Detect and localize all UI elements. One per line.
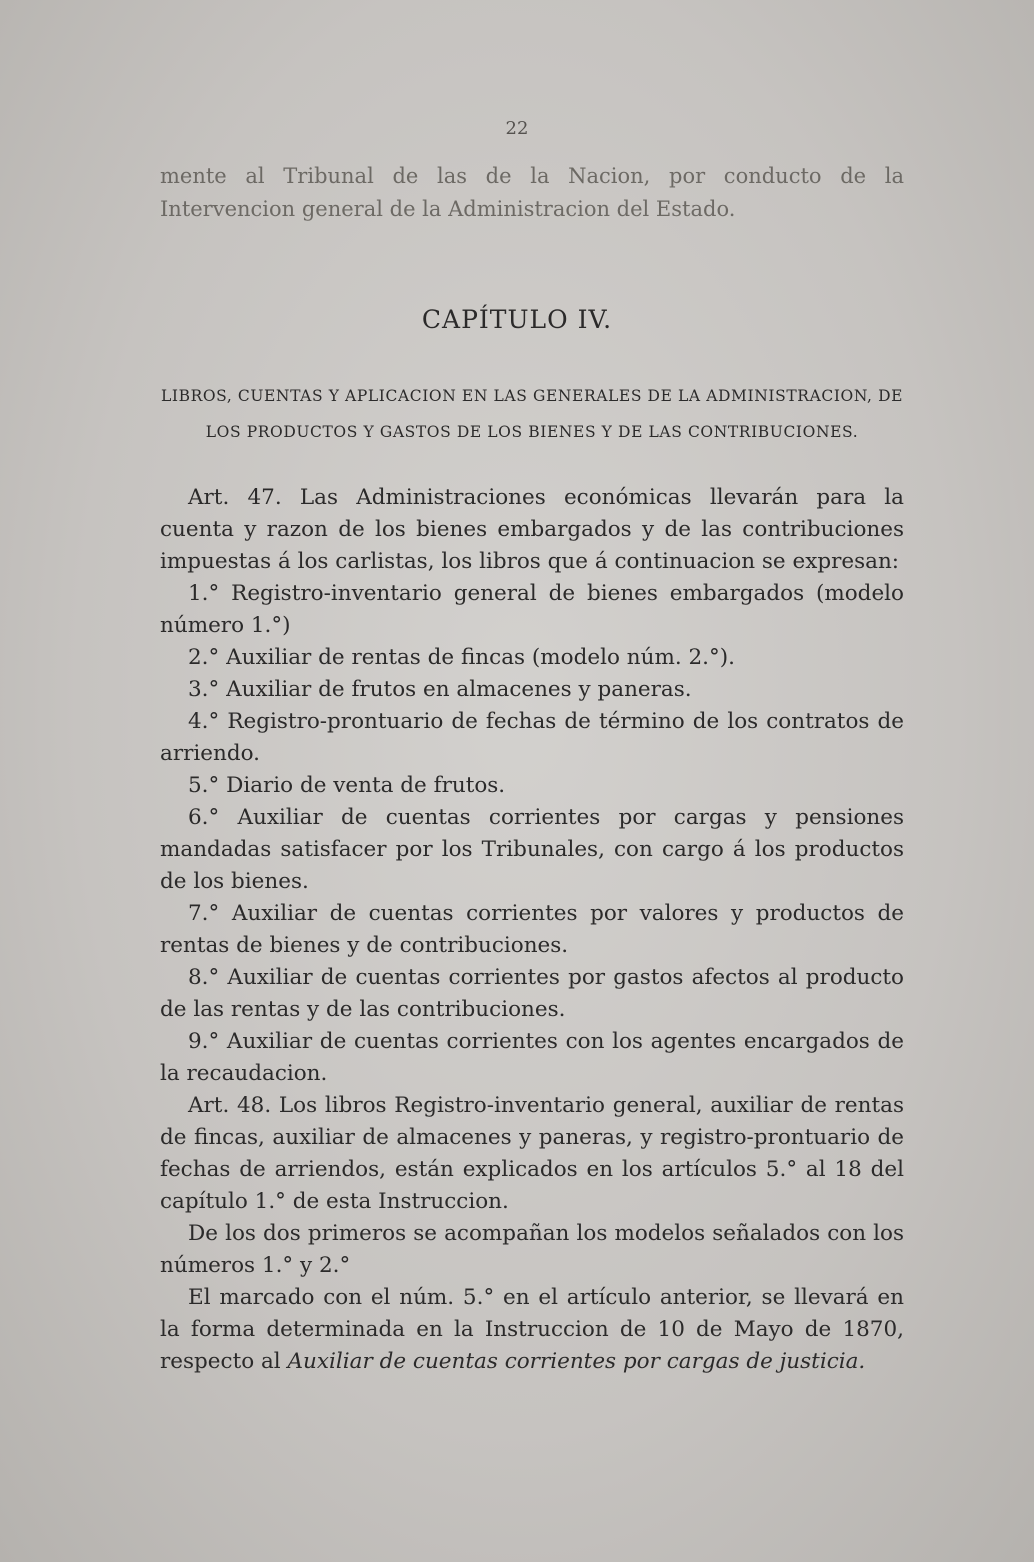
list-item: 3.° Auxiliar de frutos en almacenes y paneras. [188, 677, 692, 702]
art48-paragraph: Art. 48. Los libros Registro-inventario general, auxiliar de rentas de fincas, auxiliar de almacenes y paneras, y registro-prontuario de fechas de arriendos, están explicados en los artículos 5.° al 18 del capítulo 1.° de esta Instruccion. [160, 1093, 904, 1214]
last-paragraph-text: El marcado con el núm. 5.° en el artículo anterior, se llevará en la forma determinada en la Instruccion de 10 de Mayo de 1870, respecto al [160, 1285, 904, 1374]
list-item: 5.° Diario de venta de frutos. [188, 773, 506, 798]
list-item: 1.° Registro-inventario general de bienes embargados (modelo número 1.°) [160, 581, 904, 638]
last-paragraph-italic: Auxiliar de cuentas corrientes por cargas de justicia. [287, 1349, 866, 1374]
chapter-title: CAPÍTULO IV. [421, 305, 613, 334]
art47-intro: Art. 47. Las Administraciones económicas llevarán para la cuenta y razon de los bienes embargados y de las contribuciones impuestas á los carlistas, los libros que á continuacion se expresan: [160, 485, 904, 574]
list-item: 4.° Registro-prontuario de fechas de término de los contratos de arriendo. [160, 709, 904, 766]
chapter-subtitle: LIBROS, CUENTAS Y APLICACION EN LAS GENERALES DE LA ADMINISTRACION, DE LOS PRODUCTOS Y GASTOS DE LOS BIENES Y DE LAS CONTRIBUCIONES. [160, 387, 904, 441]
last-paragraph [160, 1282, 904, 1378]
list-item: 7.° Auxiliar de cuentas corrientes por valores y productos de rentas de bienes y de contribuciones. [160, 901, 904, 958]
models-paragraph: De los dos primeros se acompañan los modelos señalados con los números 1.° y 2.° [160, 1221, 904, 1278]
article-body [160, 482, 904, 1378]
page-number: 22 [505, 118, 529, 139]
list-item: 6.° Auxiliar de cuentas corrientes por cargas y pensiones mandadas satisfacer por los Tribunales, con cargo á los productos de los bienes. [160, 805, 904, 894]
list-item: 2.° Auxiliar de rentas de fincas (modelo núm. 2.°). [188, 645, 735, 670]
list-item: 8.° Auxiliar de cuentas corrientes por gastos afectos al producto de las rentas y de las contribuciones. [160, 965, 904, 1022]
continuation-paragraph: mente al Tribunal de las de la Nacion, por conducto de la Intervencion general de la Administracion del Estado. [160, 164, 904, 221]
list-item: 9.° Auxiliar de cuentas corrientes con los agentes encargados de la recaudacion. [160, 1029, 904, 1086]
